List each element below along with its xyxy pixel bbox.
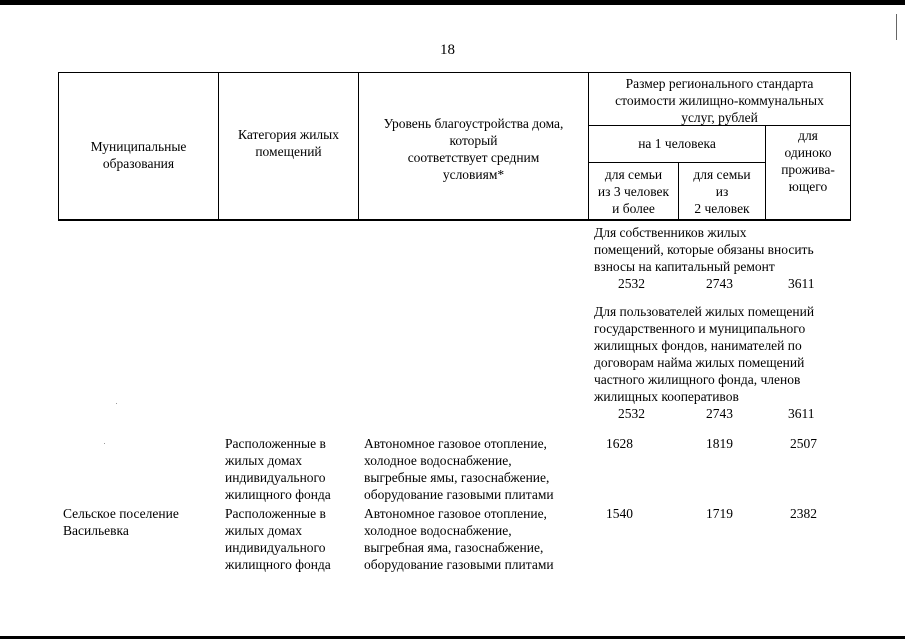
header-single: для одиноко прожива- ющего [781, 128, 835, 194]
page-number: 18 [440, 42, 455, 58]
header-family-3: для семьи из 3 человек и более [597, 167, 670, 216]
top-border [0, 0, 905, 5]
tenants-value-single: 3611 [788, 406, 815, 421]
row2-value-family-3: 1540 [606, 506, 633, 521]
row1-category: Расположенные в жилых домах индивидуального жилищного фонда [225, 436, 331, 502]
row2-amenity: Автономное газовое отопление, холодное водоснабжение, выгребная яма, газоснабжение, оборудование газовыми плитами [364, 506, 554, 572]
row2-value-single: 2382 [790, 506, 817, 521]
row1-value-family-2: 1819 [706, 436, 733, 451]
right-edge-mark [896, 14, 897, 40]
settlement-name: Сельское поселение Васильевка [63, 506, 179, 538]
header-category: Категория жилых помещений [238, 127, 339, 159]
header-regional-standard: Размер регионального стандарта стоимости жилищно-коммунальных услуг, рублей [615, 76, 824, 125]
owners-value-single: 3611 [788, 276, 815, 291]
row2-value-family-2: 1719 [706, 506, 733, 521]
row2-category: Расположенные в жилых домах индивидуального жилищного фонда [225, 506, 331, 572]
row1-value-family-3: 1628 [606, 436, 633, 451]
scan-dot [116, 403, 117, 404]
tenants-note: Для пользователей жилых помещений государственного и муниципального жилищных фондов, нанимателей по договорам найма жилых помещений частного жилищного фонда, членов жилищных кооперативов [594, 304, 815, 404]
tenants-value-family-3: 2532 [618, 406, 645, 421]
header-family-2: для семьи из 2 человек [693, 167, 751, 216]
owners-value-family-2: 2743 [706, 276, 733, 291]
tenants-value-family-2: 2743 [706, 406, 733, 421]
bottom-border [0, 636, 905, 639]
header-municipality: Муниципальные образования [90, 139, 187, 171]
owners-note: Для собственников жилых помещений, которые обязаны вносить взносы на капитальный ремонт [594, 225, 814, 274]
header-amenity-level: Уровень благоустройства дома, который соответствует средним условиям* [383, 116, 564, 182]
owners-value-family-3: 2532 [618, 276, 645, 291]
row1-amenity: Автономное газовое отопление, холодное водоснабжение, выгребные ямы, газоснабжение, оборудование газовыми плитами [364, 436, 554, 502]
row1-value-single: 2507 [790, 436, 817, 451]
scan-dot [104, 443, 105, 444]
header-per-person: на 1 человека [638, 136, 716, 151]
